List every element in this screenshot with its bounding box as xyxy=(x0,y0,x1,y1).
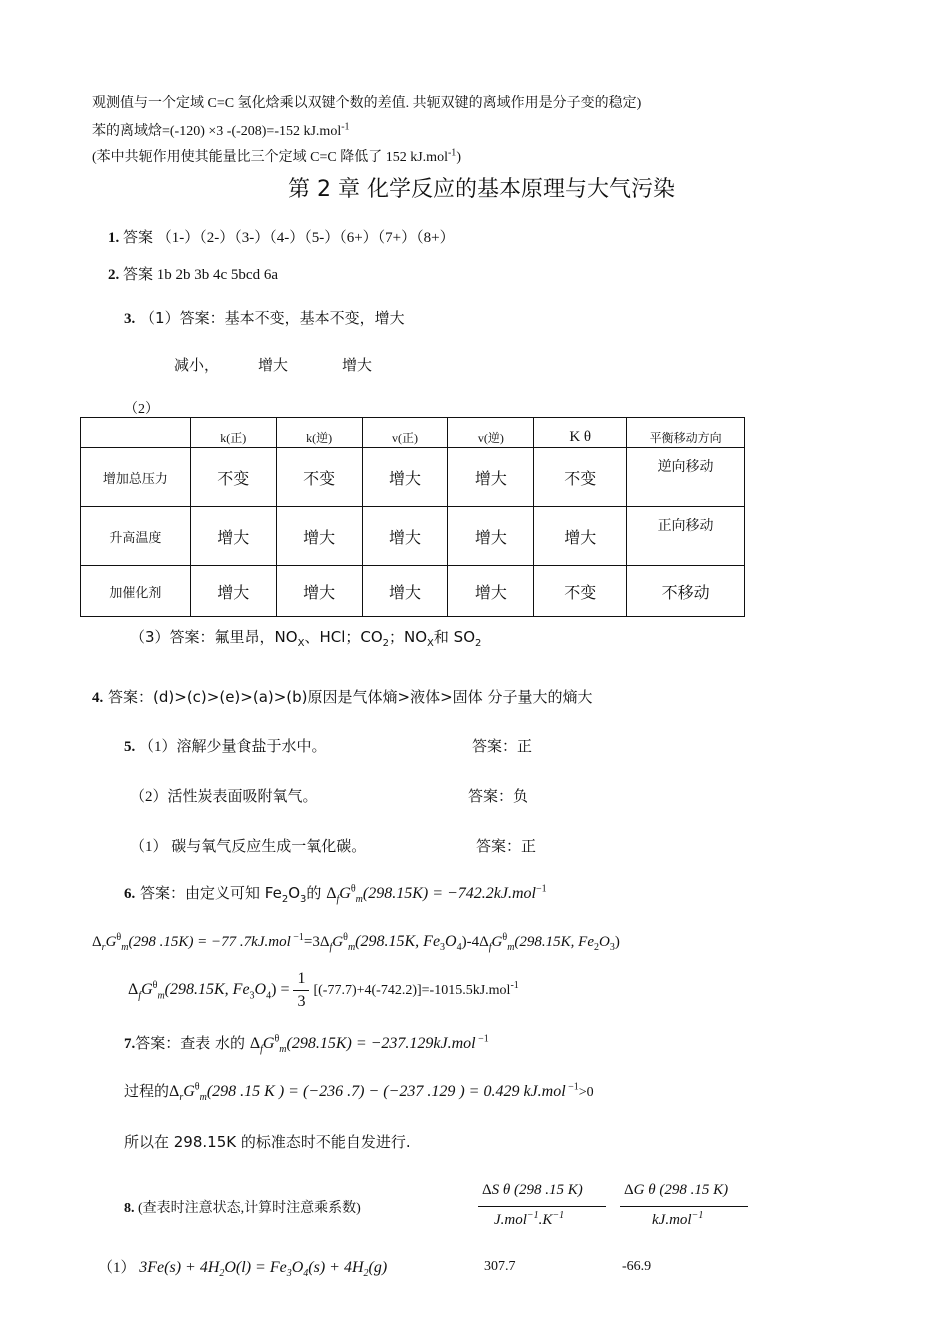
subscript-r: r xyxy=(179,1092,184,1104)
theta-symbol: θ xyxy=(502,932,508,943)
q6-eq3-sup: -1 xyxy=(510,979,519,991)
intro-line-1: 观测值与一个定域 C=C 氢化焓乘以双键个数的差值. 共轭双键的离域作用是分子变的稳定) xyxy=(92,96,642,111)
q6-eq2-d: )-4 xyxy=(461,934,480,950)
table-cell: 正向移动 xyxy=(627,507,745,566)
q5-item-2-question: （2）活性炭表面吸附氧气。 xyxy=(130,789,318,805)
q3-part3-sub3: X xyxy=(427,638,434,649)
q8-row-1 xyxy=(98,1256,387,1279)
q3-part3-mid2: ；NO xyxy=(389,628,428,646)
delta-symbol: Δ xyxy=(169,1083,180,1100)
theta-symbol: θ xyxy=(116,932,122,943)
subscript-m: m xyxy=(355,894,363,906)
q5-item-1-answer: 答案：正 xyxy=(472,737,533,755)
chapter-title: 第 2 章 化学反应的基本原理与大气污染 xyxy=(288,177,675,202)
subscript-f: f xyxy=(260,1044,263,1056)
q3-part3 xyxy=(130,626,481,649)
q8-col1-den-mid: .K xyxy=(538,1212,553,1228)
q2-number: 2. xyxy=(108,267,120,283)
table-row xyxy=(81,448,745,507)
table-cell: 增大 xyxy=(276,566,362,617)
q7-eq2-end: >0 xyxy=(578,1085,594,1100)
q8-row1-eq-d: (s) + 4H xyxy=(308,1259,364,1276)
q3-part3-sub4: 2 xyxy=(475,638,482,649)
table-header-cell: k(逆) xyxy=(276,418,362,448)
q7-number: 7. xyxy=(124,1036,136,1052)
q8-col1-numerator xyxy=(482,1182,583,1199)
subscript-f: f xyxy=(329,942,333,953)
intro-line-2 xyxy=(92,120,350,140)
q8-col1-den-sup2: −1 xyxy=(552,1210,565,1221)
q3-part3-sub1: X xyxy=(297,638,305,649)
q6-lead-sub1: 2 xyxy=(281,894,289,905)
q2 xyxy=(108,263,278,284)
q4-number: 4. xyxy=(92,690,104,706)
q3-part1 xyxy=(124,307,405,328)
q6-eq2-c-o: O xyxy=(445,933,457,950)
q6-line-2 xyxy=(92,932,620,953)
intro-line-3-text: (苯中共轭作用使其能量比三个定域 C=C 降低了 152 kJ.mol xyxy=(92,150,448,165)
q6-eq1 xyxy=(326,883,547,906)
q7-eq2 xyxy=(169,1081,594,1104)
q7-line2-lead: 过程的 xyxy=(124,1082,170,1100)
q3-part1-text: （1）答案：基本不变，基本不变，增大 xyxy=(140,309,405,327)
q8-row1-sub1: 2 xyxy=(219,1268,225,1280)
theta-symbol: θ xyxy=(350,883,356,895)
table-cell: 增大 xyxy=(534,507,627,566)
q6-eq2-c-sub2: 4 xyxy=(456,942,462,953)
theta-symbol: θ xyxy=(152,979,158,991)
q7-eq2-text: (298 .15 K ) = (−236 .7) − (−237 .129 ) = 0.429 kJ.mol xyxy=(206,1083,566,1100)
q8-row1-equation xyxy=(139,1259,388,1280)
table-header-cell: v(逆) xyxy=(448,418,534,448)
q8-col2-den-text: kJ.mol xyxy=(652,1212,692,1228)
table-header-cell: 平衡移动方向 xyxy=(627,418,745,448)
table-header-row xyxy=(81,418,745,448)
theta-symbol: θ xyxy=(274,1033,280,1045)
table-header-cell: K θ xyxy=(534,418,627,448)
g-symbol: G xyxy=(262,1035,275,1052)
table-cell: 增大 xyxy=(448,448,534,507)
delta-symbol: Δ xyxy=(128,981,139,999)
q6-fraction xyxy=(293,970,309,1011)
q5-item-3-question: （1） 碳与氧气反应生成一氧化碳。 xyxy=(130,839,367,855)
q6-line-1 xyxy=(124,882,547,905)
q5-item-1-question: （1）溶解少量食盐于水中。 xyxy=(139,739,327,755)
q8-row1-sub4: 2 xyxy=(363,1268,369,1280)
table-cell: 增大 xyxy=(362,566,448,617)
q7-eq1-text: (298.15K) = −237.129kJ.mol xyxy=(286,1035,476,1052)
theta-symbol: θ xyxy=(194,1081,200,1093)
q6-eq3-a: (298.15K, Fe xyxy=(164,981,250,999)
table-cell: 不变 xyxy=(276,448,362,507)
q5-item-1 xyxy=(124,735,327,756)
q8-lead: (查表时注意状态,计算时注意乘系数) xyxy=(138,1201,361,1216)
q8-row1-eq-a: 3Fe(s) + 4H xyxy=(139,1259,220,1276)
q6-line-3 xyxy=(128,970,519,1011)
q6-lead-de: 的 xyxy=(306,884,322,902)
g-symbol: G xyxy=(339,885,351,902)
subscript-m: m xyxy=(199,1092,207,1104)
table-header-cell xyxy=(81,418,191,448)
q8-number: 8. xyxy=(124,1201,135,1216)
q7-line-3: 所以在 298.15K 的标准态时不能自发进行. xyxy=(124,1133,411,1151)
q8-col2-num-text: G θ (298 .15 K) xyxy=(633,1182,729,1198)
q6-number: 6. xyxy=(124,886,136,902)
delta-symbol: Δ xyxy=(326,885,337,902)
q5-item-3-answer: 答案：正 xyxy=(476,837,537,855)
q1 xyxy=(108,226,455,247)
q8-row1-eq-c: O xyxy=(291,1259,304,1276)
table-cell: 增大 xyxy=(190,507,276,566)
q6-eq3-sub1: 3 xyxy=(249,990,255,1002)
q8-row1-sub3: 4 xyxy=(303,1268,309,1280)
subscript-f: f xyxy=(336,894,340,906)
table-cell: 增大 xyxy=(362,448,448,507)
q4 xyxy=(92,686,592,707)
q6-eq1-sup: −1 xyxy=(536,883,547,895)
q6-lead-o: O xyxy=(288,884,301,902)
table-cell: 不变 xyxy=(534,566,627,617)
q8-col2-numerator xyxy=(624,1182,728,1199)
q8-row1-value-1: 307.7 xyxy=(484,1259,516,1274)
subscript-m: m xyxy=(347,942,356,953)
subscript-m: m xyxy=(121,942,129,953)
table-cell: 增大 xyxy=(448,507,534,566)
q8-row1-sub2: 3 xyxy=(286,1268,292,1280)
equilibrium-table xyxy=(80,417,745,617)
q7-line-1 xyxy=(124,1032,489,1055)
q5-item-2-answer: 答案：负 xyxy=(468,787,529,805)
table-row-header: 加催化剂 xyxy=(81,566,191,617)
q3-part3-sub2: 2 xyxy=(382,638,390,649)
intro-line-3 xyxy=(92,146,461,166)
table-cell: 逆向移动 xyxy=(627,448,745,507)
q1-number: 1. xyxy=(108,230,120,246)
q8-col1-num-text: S θ (298 .15 K) xyxy=(491,1182,583,1198)
q8-row1-eq-e: (g) xyxy=(368,1259,388,1276)
q6-lead: 答案：由定义可知 Fe xyxy=(140,884,282,902)
table-row xyxy=(81,507,745,566)
q7-line-2 xyxy=(124,1080,594,1103)
q8-col1-fraction-bar xyxy=(478,1206,606,1207)
subscript-m: m xyxy=(157,990,165,1002)
intro-line-3-end: ) xyxy=(456,150,461,165)
q6-eq2-f: ) xyxy=(614,934,620,950)
q5-number: 5. xyxy=(124,739,136,755)
subscript-f: f xyxy=(488,942,492,953)
table-cell: 增大 xyxy=(190,566,276,617)
q6-fraction-denominator: 3 xyxy=(297,993,306,1010)
g-symbol: G xyxy=(332,934,344,950)
q6-eq3-c: [(-77.7)+4(-742.2)]=-1015.5kJ.mol xyxy=(313,983,511,999)
q3-part3-text: （3）答案：氟里昂，NO xyxy=(130,628,298,646)
q6-eq2-e: (298.15K, Fe xyxy=(514,934,594,950)
table-cell: 增大 xyxy=(448,566,534,617)
g-symbol: G xyxy=(491,934,503,950)
delta-symbol: Δ xyxy=(92,934,102,950)
q6-fraction-numerator: 1 xyxy=(293,970,309,991)
q3-part2-label: （2） xyxy=(124,402,159,417)
delta-symbol: Δ xyxy=(624,1182,634,1198)
q8-lead-line xyxy=(124,1197,361,1217)
q6-eq3-b: ) = xyxy=(271,981,290,999)
q6-eq2-c: (298.15K, Fe xyxy=(355,933,441,950)
table-cell: 不变 xyxy=(534,448,627,507)
q3-part1-line2-c: 增大 xyxy=(342,356,373,374)
q6-eq2-e-o: O xyxy=(599,934,610,950)
table-cell: 增大 xyxy=(276,507,362,566)
q8-col2-fraction-bar xyxy=(620,1206,748,1207)
subscript-r: r xyxy=(101,942,106,953)
q2-text: 答案 1b 2b 3b 4c 5bcd 6a xyxy=(123,267,278,283)
q4-text: 答案：(d)>(c)>(e)>(a)>(b)原因是气体熵>液体>固体 分子量大的熵大 xyxy=(108,688,593,706)
delta-symbol: Δ xyxy=(482,1182,492,1198)
q6-eq2-e-sub2: 3 xyxy=(609,942,615,953)
q7-eq1-sup: −1 xyxy=(475,1033,489,1045)
q1-text: 答案 （1-）（2-）（3-）（4-）（5-）（6+）（7+）（8+） xyxy=(123,230,455,246)
q6-eq2-b: =3 xyxy=(303,934,320,950)
q6-eq3-sub2: 4 xyxy=(266,990,272,1002)
table-row-header: 增加总压力 xyxy=(81,448,191,507)
intro-line-2-text: 苯的离域焓=(-120) ×3 -(-208)=-152 kJ.mol xyxy=(92,124,342,139)
q6-eq1-rhs: (298.15K) = −742.2kJ.mol xyxy=(362,885,536,902)
q8-col2-den-sup: −1 xyxy=(691,1210,704,1221)
subscript-f: f xyxy=(138,990,142,1002)
table-cell: 不变 xyxy=(190,448,276,507)
delta-symbol: Δ xyxy=(319,934,330,950)
q3-part3-mid3: 和 SO xyxy=(433,628,476,646)
q7-eq1 xyxy=(249,1033,489,1056)
q6-eq2-e-sub1: 2 xyxy=(594,942,599,953)
q3-part3-mid: 、HCl；CO xyxy=(304,628,383,646)
table-header-cell: v(正) xyxy=(362,418,448,448)
q8-col2-denominator xyxy=(652,1210,703,1229)
q7-eq2-sup: −1 xyxy=(565,1081,579,1093)
g-symbol: G xyxy=(141,981,153,999)
table-row-header: 升高温度 xyxy=(81,507,191,566)
intro-line-3-sup: -1 xyxy=(447,147,457,159)
table-cell: 增大 xyxy=(362,507,448,566)
q8-col1-denominator xyxy=(494,1210,564,1229)
g-symbol: G xyxy=(105,934,117,950)
q6-eq2-a-sup: −1 xyxy=(290,932,304,943)
table-row xyxy=(81,566,745,617)
q3-number: 3. xyxy=(124,311,136,327)
q8-col1-den-sup: −1 xyxy=(526,1210,539,1221)
intro-line-2-sup: -1 xyxy=(341,121,350,133)
delta-symbol: Δ xyxy=(479,934,489,950)
q6-eq3-o: O xyxy=(254,981,267,999)
g-symbol: G xyxy=(183,1083,195,1100)
q6-lead-sub2: 3 xyxy=(300,894,307,905)
q3-part1-line2-a: 减小， xyxy=(174,356,220,374)
q8-row1-eq-b: O(l) = Fe xyxy=(224,1259,287,1276)
subscript-m: m xyxy=(279,1044,287,1056)
subscript-m: m xyxy=(507,942,515,953)
q8-col1-den-text: J.mol xyxy=(494,1212,527,1228)
q3-part1-line2-b: 增大 xyxy=(258,356,289,374)
q7-lead: 答案：查表 水的 xyxy=(135,1034,246,1052)
q6-eq2-a: (298 .15K) = −77 .7kJ.mol xyxy=(128,934,291,950)
delta-symbol: Δ xyxy=(249,1035,261,1052)
table-cell: 不移动 xyxy=(627,566,745,617)
theta-symbol: θ xyxy=(343,932,348,943)
table-header-cell: k(正) xyxy=(190,418,276,448)
q8-row1-label: （1） xyxy=(98,1260,136,1276)
q6-eq2-c-sub1: 3 xyxy=(440,942,446,953)
q8-row1-value-2: -66.9 xyxy=(622,1259,652,1274)
